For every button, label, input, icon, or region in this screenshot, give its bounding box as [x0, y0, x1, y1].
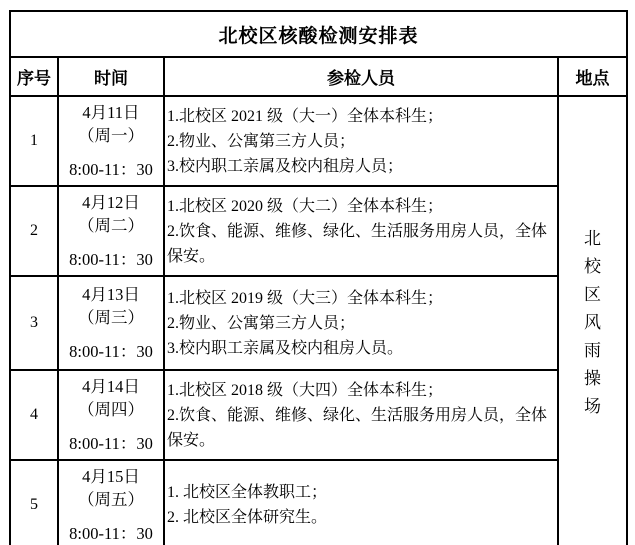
row-personnel — [164, 186, 558, 276]
row-time — [58, 276, 164, 370]
row-time-range: 8:00-11：30 — [69, 342, 153, 361]
personnel-line: 2.物业、公寓第三方人员； — [167, 314, 356, 332]
row-personnel — [164, 460, 558, 545]
row-time — [58, 186, 164, 276]
row-date: 4月12日 — [82, 193, 140, 212]
col-header-personnel: 参检人员 — [164, 57, 558, 96]
row-index: 5 — [10, 460, 58, 545]
location-text: 北校区风雨操场 — [584, 229, 601, 416]
col-header-time: 时间 — [58, 57, 164, 96]
row-index: 2 — [10, 186, 58, 276]
row-weekday: （周四） — [78, 400, 144, 419]
row-weekday: （周五） — [78, 490, 144, 509]
table-row — [10, 370, 627, 460]
table-title: 北校区核酸检测安排表 — [10, 11, 627, 57]
row-personnel — [164, 370, 558, 460]
personnel-line: 3.校内职工亲属及校内租房人员； — [167, 157, 404, 175]
row-date: 4月13日 — [82, 285, 140, 304]
title-row — [10, 11, 627, 57]
personnel-line: 3.校内职工亲属及校内租房人员。 — [167, 339, 404, 357]
row-weekday: （周一） — [78, 126, 144, 145]
personnel-line: 2.饮食、能源、维修、绿化、生活服务用房人员，全体保安。 — [167, 406, 548, 449]
personnel-line: 1.北校区 2021 级（大一）全体本科生； — [167, 107, 444, 125]
table-row — [10, 96, 627, 186]
personnel-line: 2. 北校区全体研究生。 — [167, 509, 328, 526]
row-date: 4月14日 — [82, 377, 140, 396]
personnel-line: 1.北校区 2018 级（大四）全体本科生； — [167, 381, 444, 399]
personnel-line: 1. 北校区全体教职工； — [167, 484, 328, 501]
col-header-location: 地点 — [558, 57, 627, 96]
row-date: 4月15日 — [82, 467, 140, 486]
row-time-range: 8:00-11：30 — [69, 250, 153, 269]
row-personnel — [164, 96, 558, 186]
row-time-range: 8:00-11：30 — [69, 160, 153, 179]
table-row — [10, 186, 627, 276]
schedule-table — [9, 10, 628, 545]
personnel-line: 1.北校区 2019 级（大三）全体本科生； — [167, 289, 444, 307]
personnel-line: 1.北校区 2020 级（大二）全体本科生； — [167, 197, 444, 215]
row-time-range: 8:00-11：30 — [69, 434, 153, 453]
row-weekday: （周三） — [78, 308, 144, 327]
row-weekday: （周二） — [78, 216, 144, 235]
table-row — [10, 460, 627, 545]
personnel-line: 2.物业、公寓第三方人员； — [167, 132, 356, 150]
table-row — [10, 276, 627, 370]
row-index: 3 — [10, 276, 58, 370]
row-index: 4 — [10, 370, 58, 460]
location-cell — [558, 96, 627, 545]
row-time — [58, 96, 164, 186]
row-time-range: 8:00-11：30 — [69, 524, 153, 543]
header-row — [10, 57, 627, 96]
row-date: 4月11日 — [82, 103, 140, 122]
personnel-line: 2.饮食、能源、维修、绿化、生活服务用房人员，全体保安。 — [167, 222, 548, 265]
row-time — [58, 460, 164, 545]
col-header-index: 序号 — [10, 57, 58, 96]
row-personnel — [164, 276, 558, 370]
row-time — [58, 370, 164, 460]
row-index: 1 — [10, 96, 58, 186]
